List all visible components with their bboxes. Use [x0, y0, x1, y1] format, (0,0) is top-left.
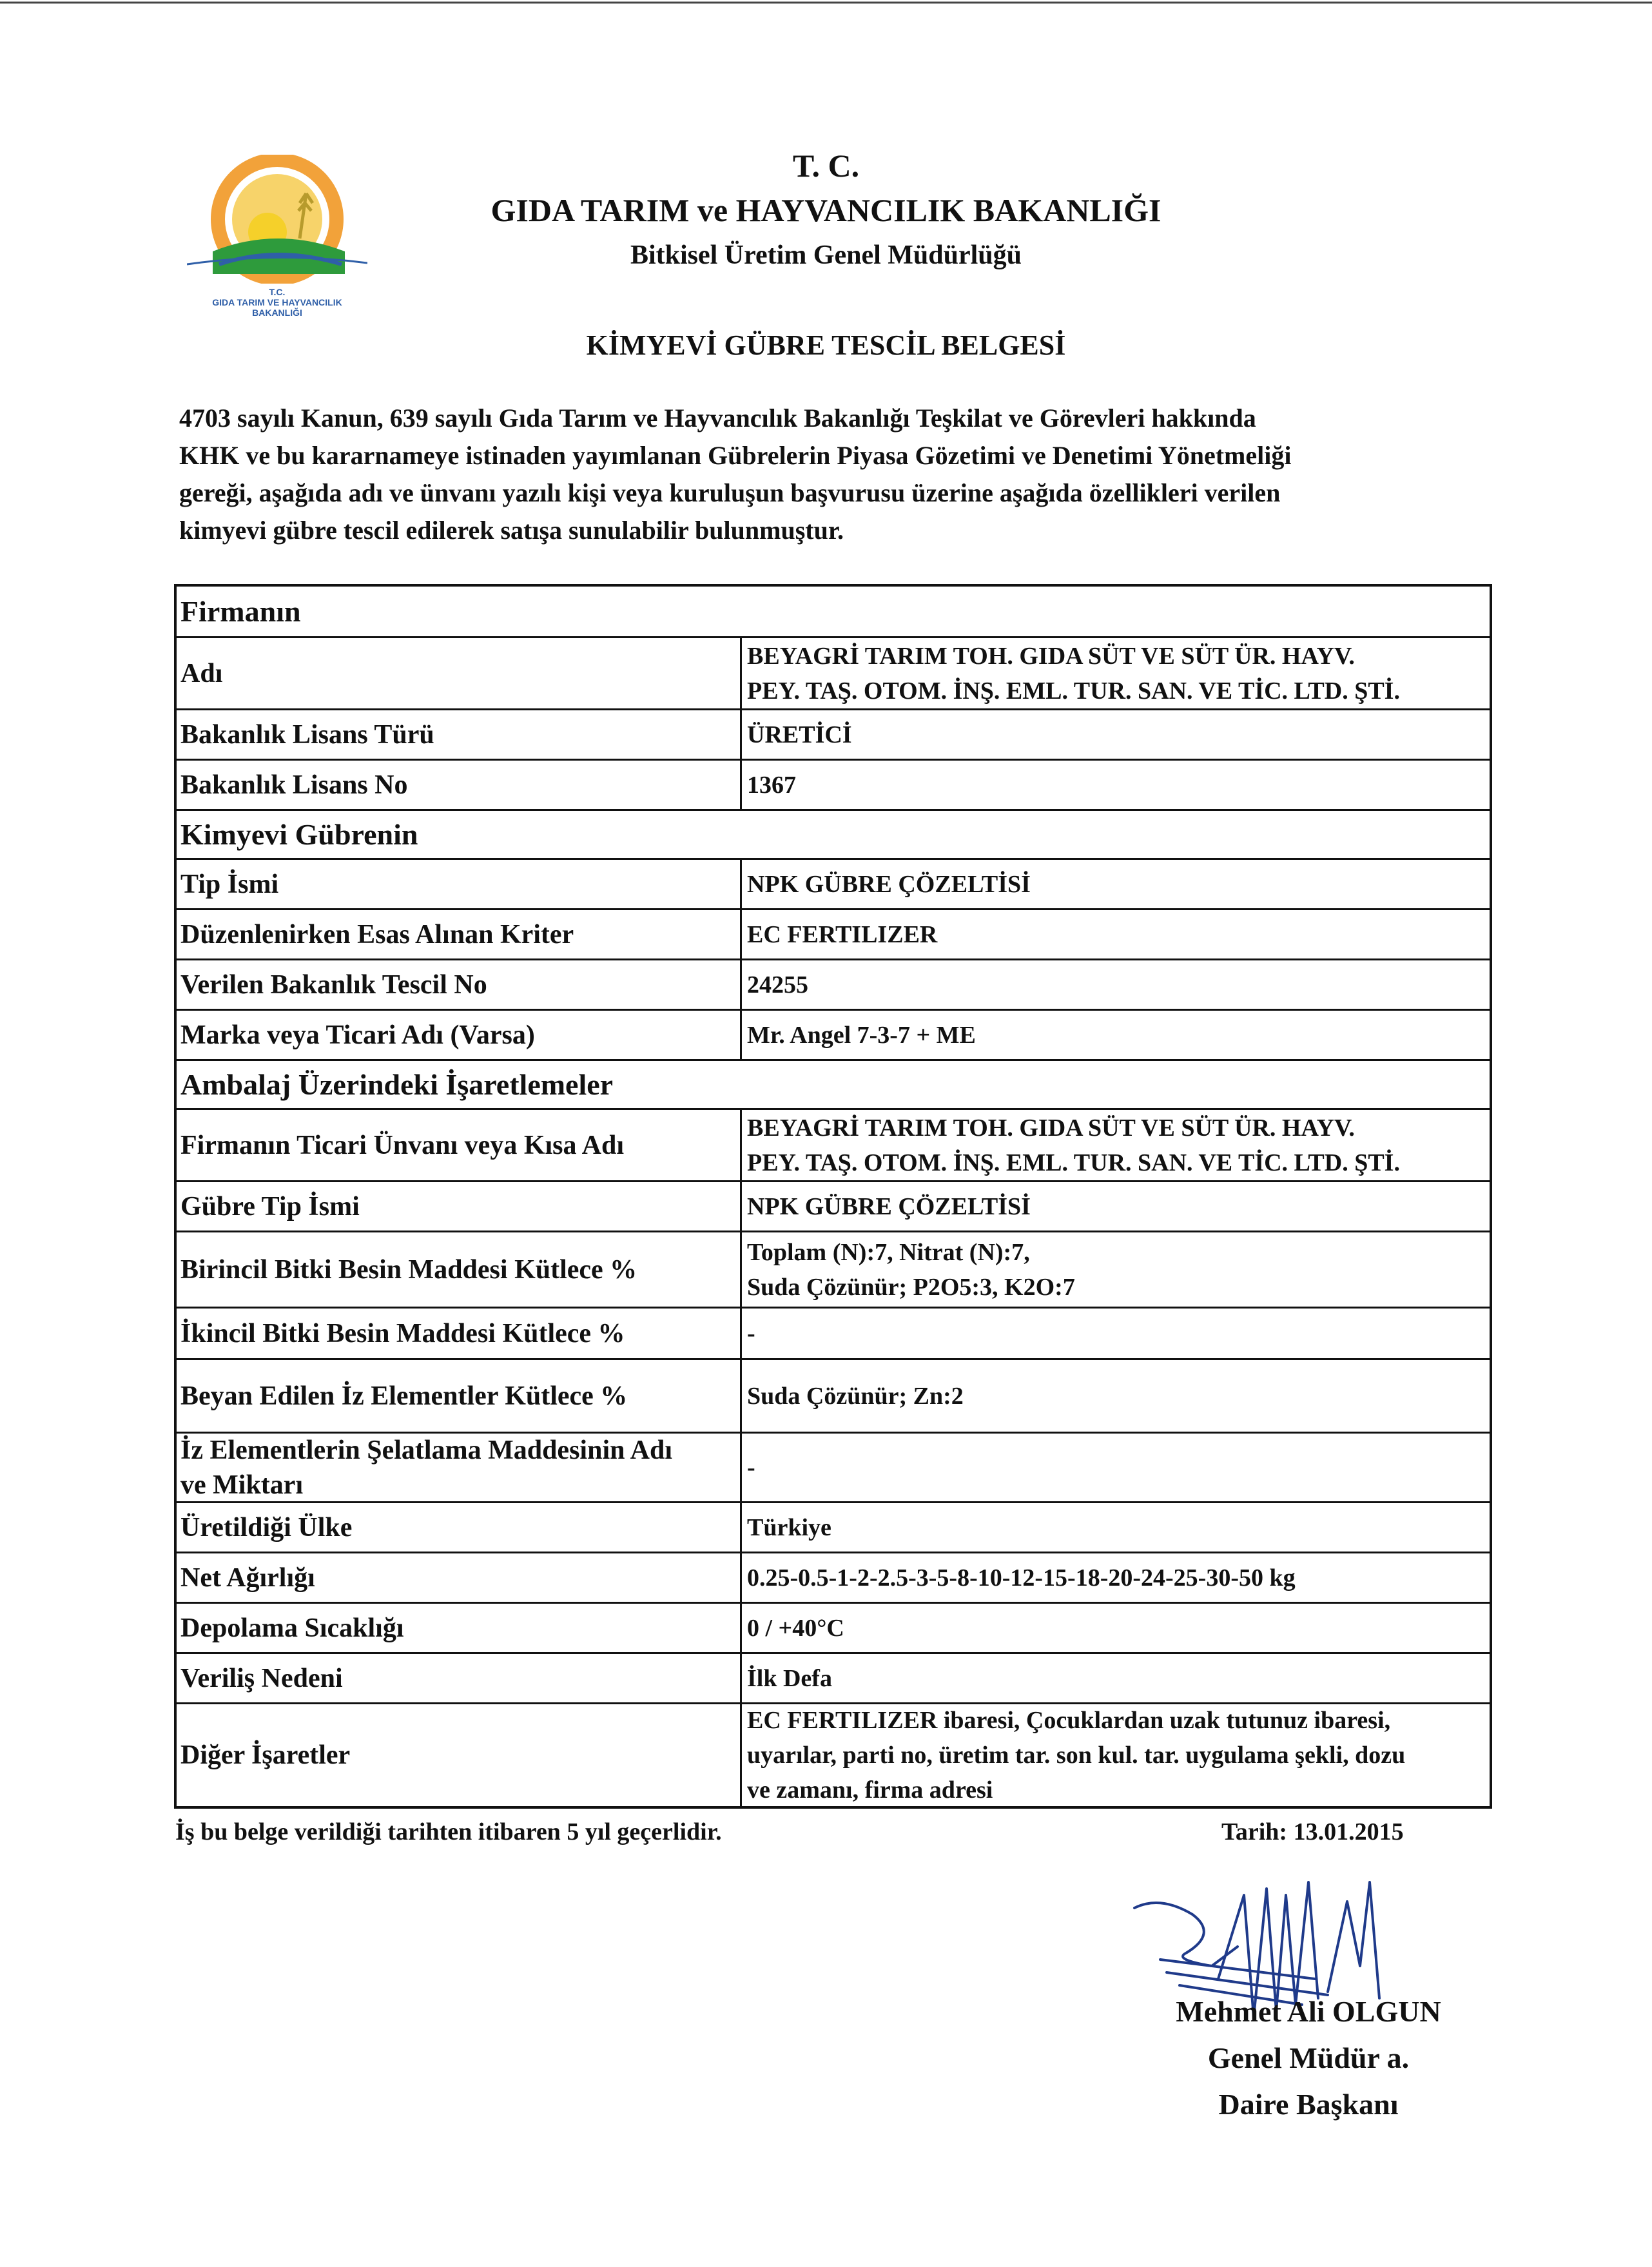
other-label: Diğer İşaretler [180, 1740, 351, 1770]
primary-line-1: Toplam (N):7, Nitrat (N):7, [747, 1238, 1030, 1266]
other-line-3: ve zamanı, firma adresi [747, 1776, 993, 1804]
reason-value [740, 1654, 1490, 1702]
logo-line-2: GIDA TARIM VE HAYVANCILIK [212, 297, 342, 307]
logo-line-1: T.C. [269, 287, 286, 297]
chelate-text: - [747, 1454, 755, 1481]
other-line-1: EC FERTILIZER ibaresi, Çocuklardan uzak tutunuz ibaresi, [747, 1707, 1391, 1734]
trace-text: Suda Çözünür; Zn:2 [747, 1382, 964, 1410]
type-name-text: NPK GÜBRE ÇÖZELTİSİ [747, 870, 1031, 898]
firm-name-line-2: PEY. TAŞ. OTOM. İNŞ. EML. TUR. SAN. VE TİC. LTD. ŞTİ. [747, 677, 1400, 705]
country-label: Üretildiği Ülke [180, 1512, 353, 1542]
signatory-block [1134, 1989, 1482, 2128]
license-type-label: Bakanlık Lisans Türü [180, 719, 434, 750]
intro-line-2: KHK ve bu kararnameye istinaden yayımlanan Gübrelerin Piyasa Gözetimi ve Denetimi Yönetmeliği [179, 441, 1292, 470]
table-row [177, 910, 1490, 960]
chelate-label [180, 1434, 672, 1501]
other-value [740, 1704, 1490, 1806]
firm-name-label: Adı [180, 658, 223, 688]
chelate-label-line-2: ve Miktarı [180, 1470, 304, 1500]
signatory-title-1: Genel Müdür a. [1207, 2041, 1410, 2074]
storage-text: 0 / +40°C [747, 1614, 844, 1642]
license-type-value [740, 710, 1490, 759]
section-firm-row [177, 587, 1490, 638]
table-row [177, 1360, 1490, 1434]
table-row [177, 1654, 1490, 1704]
table-row [177, 1704, 1490, 1806]
primary-label: Birincil Bitki Besin Maddesi Kütlece % [180, 1254, 637, 1285]
trace-value [740, 1360, 1490, 1432]
brand-label: Marka veya Ticari Adı (Varsa) [180, 1020, 535, 1050]
fert-type-text: NPK GÜBRE ÇÖZELTİSİ [747, 1192, 1031, 1220]
primary-line-2: Suda Çözünür; P2O5:3, K2O:7 [747, 1273, 1075, 1301]
signatory-title-2: Daire Başkanı [1218, 2088, 1399, 2121]
intro-paragraph [179, 400, 1488, 549]
table-row [177, 1110, 1490, 1182]
country-value [740, 1503, 1490, 1552]
firm-name-value [740, 638, 1490, 708]
signatory-name: Mehmet Ali OLGUN [1176, 1995, 1441, 2028]
table-row [177, 761, 1490, 811]
intro-line-1: 4703 sayılı Kanun, 639 sayılı Gıda Tarım ve Hayvancılık Bakanlığı Teşkilat ve Görevleri hakkında [179, 404, 1256, 433]
trade-name-line-1: BEYAGRİ TARIM TOH. GIDA SÜT VE SÜT ÜR. HAYV. [747, 1114, 1355, 1142]
brand-value [740, 1011, 1490, 1059]
license-type-text: ÜRETİCİ [747, 721, 852, 748]
table-row [177, 710, 1490, 761]
criterion-value [740, 910, 1490, 958]
storage-value [740, 1604, 1490, 1652]
reason-text: İlk Defa [747, 1664, 832, 1692]
license-no-value [740, 761, 1490, 809]
license-no-label: Bakanlık Lisans No [180, 770, 408, 800]
net-weight-text: 0.25-0.5-1-2-2.5-3-5-8-10-12-15-18-20-24-25-30-50 kg [747, 1564, 1296, 1591]
chelate-label-line-1: İz Elementlerin Şelatlama Maddesinin Adı [180, 1435, 673, 1465]
trade-name-line-2: PEY. TAŞ. OTOM. İNŞ. EML. TUR. SAN. VE TİC. LTD. ŞTİ. [747, 1149, 1400, 1176]
primary-value [740, 1232, 1490, 1307]
trace-label: Beyan Edilen İz Elementler Kütlece % [180, 1381, 628, 1411]
header-ministry: GIDA TARIM ve HAYVANCILIK BAKANLIĞI [491, 192, 1161, 228]
brand-text: Mr. Angel 7-3-7 + ME [747, 1021, 976, 1049]
issue-date: Tarih: 13.01.2015 [1221, 1818, 1404, 1845]
section-fertilizer-row [177, 811, 1490, 860]
table-row [177, 1232, 1490, 1309]
table-row [177, 960, 1490, 1011]
firm-name-line-1: BEYAGRİ TARIM TOH. GIDA SÜT VE SÜT ÜR. HAYV. [747, 642, 1355, 670]
fert-type-value [740, 1182, 1490, 1231]
table-row [177, 1182, 1490, 1232]
type-name-label: Tip İsmi [180, 869, 279, 899]
table-row [177, 1309, 1490, 1360]
license-no-text: 1367 [747, 771, 796, 799]
logo-line-3: BAKANLIĞI [252, 307, 302, 318]
fert-type-label: Gübre Tip İsmi [180, 1191, 360, 1221]
criterion-text: EC FERTILIZER [747, 920, 938, 948]
trade-name-value [740, 1110, 1490, 1180]
registration-no-label: Verilen Bakanlık Tescil No [180, 969, 487, 1000]
table-row [177, 1434, 1490, 1503]
validity-note: İş bu belge verildiği tarihten itibaren 5 yıl geçerlidir. [175, 1818, 722, 1845]
document-title: KİMYEVİ GÜBRE TESCİL BELGESİ [586, 329, 1066, 361]
storage-label: Depolama Sıcaklığı [180, 1613, 404, 1643]
registration-no-text: 24255 [747, 971, 808, 998]
type-name-value [740, 860, 1490, 908]
other-line-2: uyarılar, parti no, üretim tar. son kul. tar. uygulama şekli, dozu [747, 1742, 1406, 1769]
registration-no-value [740, 960, 1490, 1009]
section-firm: Firmanın [180, 595, 301, 628]
table-row [177, 1553, 1490, 1604]
section-packaging-row [177, 1061, 1490, 1110]
header-directorate: Bitkisel Üretim Genel Müdürlüğü [630, 240, 1022, 270]
chelate-value [740, 1434, 1490, 1501]
intro-line-4: kimyevi gübre tescil edilerek satışa sunulabilir bulunmuştur. [179, 516, 844, 545]
table-row [177, 638, 1490, 710]
country-text: Türkiye [747, 1513, 831, 1541]
table-row [177, 1604, 1490, 1654]
secondary-text: - [747, 1319, 755, 1347]
criterion-label: Düzenlenirken Esas Alınan Kriter [180, 919, 574, 949]
trade-name-label: Firmanın Ticari Ünvanı veya Kısa Adı [180, 1130, 625, 1160]
net-weight-label: Net Ağırlığı [180, 1562, 315, 1593]
header-country: T. C. [792, 148, 860, 184]
table-row [177, 860, 1490, 910]
section-fertilizer: Kimyevi Gübrenin [180, 818, 418, 851]
reason-label: Veriliş Nedeni [180, 1663, 343, 1693]
secondary-value [740, 1309, 1490, 1358]
table-row [177, 1011, 1490, 1061]
table-row [177, 1503, 1490, 1553]
net-weight-value [740, 1553, 1490, 1602]
intro-line-3: gereği, aşağıda adı ve ünvanı yazılı kişi veya kuruluşun başvurusu üzerine aşağıda özellikleri verilen [179, 478, 1281, 507]
registration-table [174, 584, 1492, 1809]
scan-edge [0, 0, 1652, 9]
secondary-label: İkincil Bitki Besin Maddesi Kütlece % [180, 1318, 625, 1348]
section-packaging: Ambalaj Üzerindeki İşaretlemeler [180, 1068, 614, 1101]
